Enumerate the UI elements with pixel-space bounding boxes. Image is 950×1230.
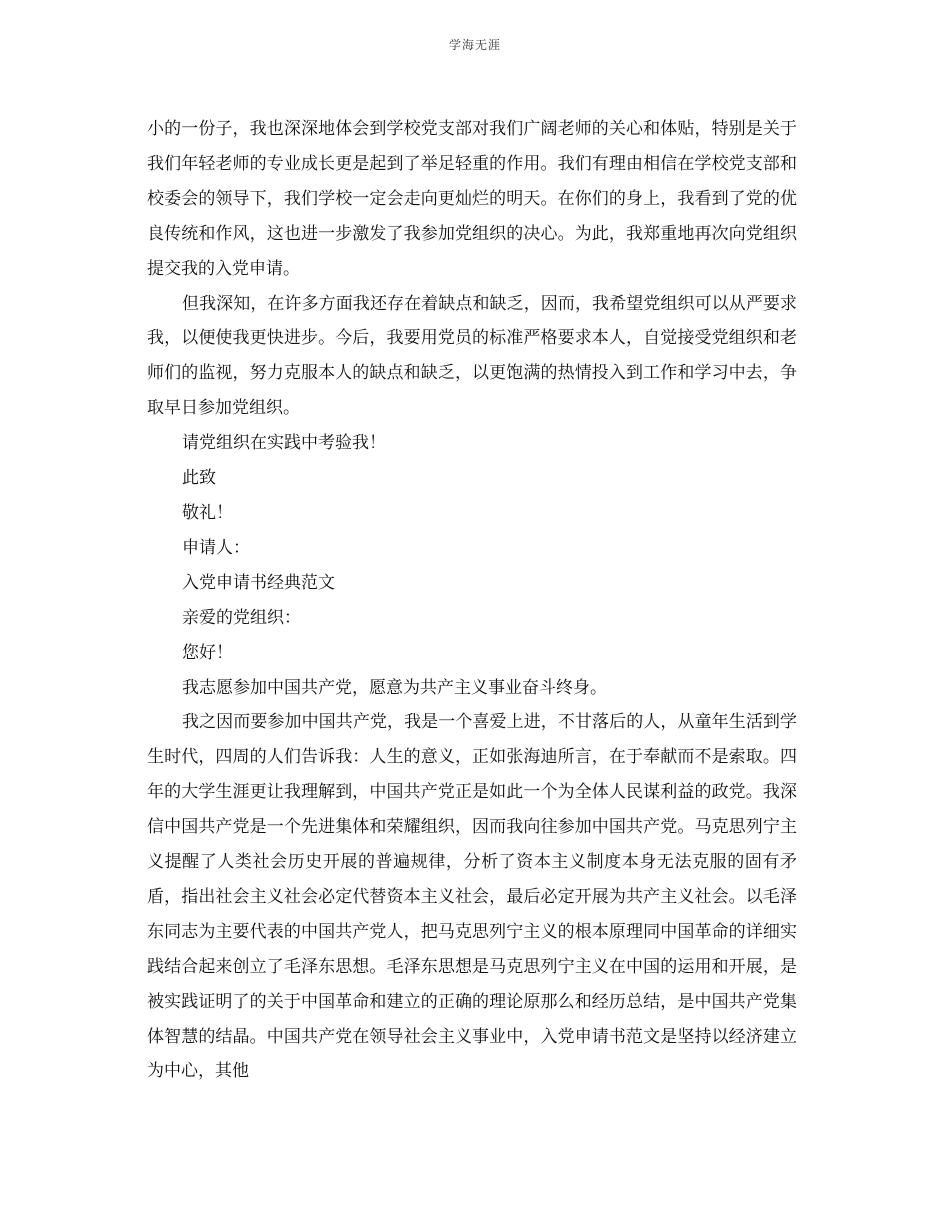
paragraph: 我志愿参加中国共产党，愿意为共产主义事业奋斗终身。	[182, 677, 607, 698]
paragraph: 小的一份子，我也深深地体会到学校党支部对我们广阔老师的关心和体贴，特别是关于我们年轻老师的专业成长更是起到了举足轻重的作用。我们有理由相信在学校党支部和校委会的领导下，我们学校一定会走向更灿烂的明天。在你们的身上，我看到了党的优良传统和作风，这也进一步激发了我参加党组织的决心。为此，我郑重地再次向党组织提交我的入党申请。	[147, 119, 797, 279]
salutation-line: 亲爱的党组织：	[182, 607, 301, 628]
page-header: 学海无涯	[448, 38, 501, 52]
applicant-line: 申请人：	[182, 537, 250, 558]
greeting-line: 您好！	[182, 642, 233, 663]
paragraph: 请党组织在实践中考验我！	[182, 433, 386, 454]
closing-line: 此致	[182, 468, 216, 489]
salute-line: 敬礼！	[182, 502, 233, 523]
section-title: 入党申请书经典范文	[182, 572, 335, 593]
paragraph: 我之因而要参加中国共产党，我是一个喜爱上进，不甘落后的人，从童年生活到学生时代，四周的人们告诉我：人生的意义，正如张海迪所言，在于奉献而不是索取。四年的大学生涯更让我理解到，中国共产党正是如此一个为全体人民谋利益的政党。我深信中国共产党是一个先进集体和荣耀组织，因而我向往参加中国共产党。马克思列宁主义提醒了人类社会历史开展的普遍规律，分析了资本主义制度本身无法克服的固有矛盾，指出社会主义社会必定代替资本主义社会，最后必定开展为共产主义社会。以毛泽东同志为主要代表的中国共产党人，把马克思列宁主义的根本原理同中国革命的详细实践结合起来创立了毛泽东思想。毛泽东思想是马克思列宁主义在中国的运用和开展，是被实践证明了的关于中国革命和建立的正确的理论原那么和经历总结，是中国共产党集体智慧的结晶。中国共产党在领导社会主义事业中，入党申请书范文是坚持以经济建立为中心，其他	[147, 712, 797, 1082]
paragraph: 但我深知，在许多方面我还存在着缺点和缺乏，因而，我希望党组织可以从严要求我，以便使我更快进步。今后，我要用党员的标准严格要求本人，自觉接受党组织和老师们的监视，努力克服本人的缺点和缺乏，以更饱满的热情投入到工作和学习中去，争取早日参加党组织。	[147, 293, 797, 419]
document-body	[147, 112, 797, 1089]
